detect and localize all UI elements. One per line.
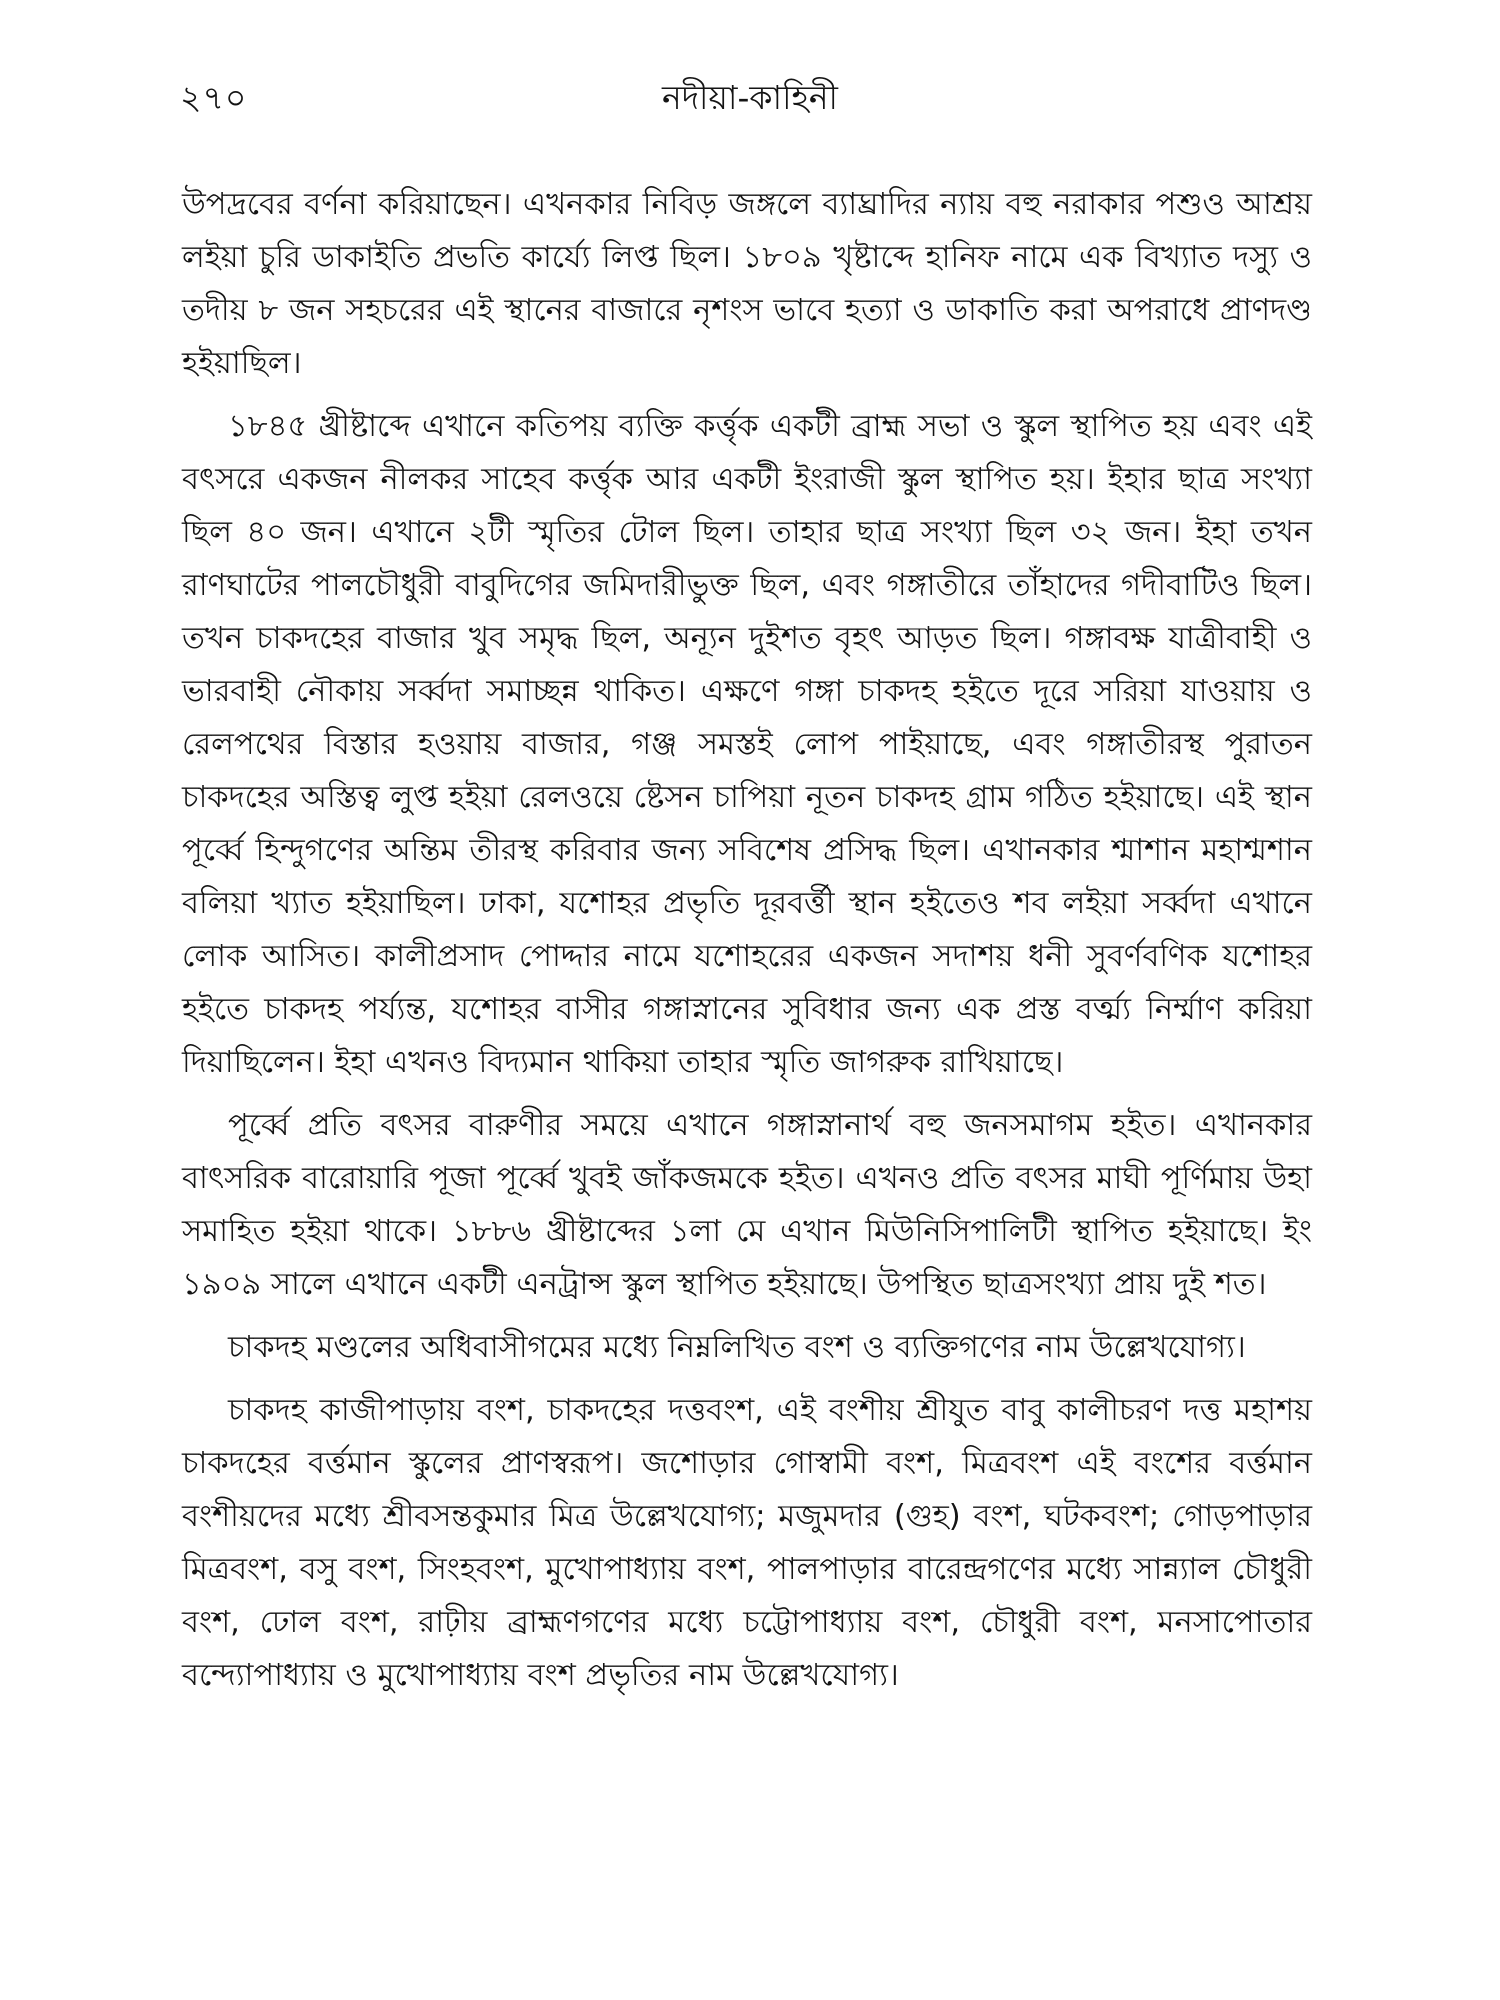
paragraph: চাকদহ কাজীপাড়ায় বংশ, চাকদহের দত্তবংশ, এই বংশীয় শ্রীযুত বাবু কালীচরণ দত্ত মহাশয় চাকদহের বর্ত্তমান স্কুলের প্রাণস্বরূপ। জশোড়ার গোস্বামী বংশ, মিত্রবংশ এই বংশের বর্ত্তমান বংশীয়দের মধ্যে শ্রীবসন্তকুমার মিত্র উল্লেখযোগ্য; মজুমদার (গুহ) বংশ, ঘটকবংশ; গোড়পাড়ার মিত্রবংশ, বসু বংশ, সিংহবংশ, মুখোপাধ্যায় বংশ, পালপাড়ার বারেন্দ্রগণের মধ্যে সান্ন্যাল চৌধুরী বংশ, ঢোল বংশ, রাঢ়ীয় ব্রাহ্মণগণের মধ্যে চট্টোপাধ্যায় বংশ, চৌধুরী বংশ, মনসাপোতার বন্দ্যোপাধ্যায় ও মুখোপাধ্যায় বংশ প্রভৃতির নাম উল্লেখযোগ্য।	[182, 1393, 1312, 1693]
paragraph: চাকদহ মণ্ডলের অধিবাসীগমের মধ্যে নিম্নলিখিত বংশ ও ব্যক্তিগণের নাম উল্লেখযোগ্য।	[228, 1330, 1246, 1365]
body-text	[182, 178, 1312, 1712]
paragraph: উপদ্রবের বর্ণনা করিয়াছেন। এখনকার নিবিড় জঙ্গলে ব্যাঘ্রাদির ন্যায় বহু নরাকার পশুও আশ্রয় লইয়া চুরি ডাকাইতি প্রভতি কার্য্যে লিপ্ত ছিল। ১৮০৯ খৃষ্টাব্দে হানিফ নামে এক বিখ্যাত দস্যু ও তদীয় ৮ জন সহচরের এই স্থানের বাজারে নৃশংস ভাবে হত্যা ও ডাকাতি করা অপরাধে প্রাণদণ্ড হইয়াছিল।	[182, 187, 1312, 381]
paragraph: পূর্ব্বে প্রতি বৎসর বারুণীর সময়ে এখানে গঙ্গাস্নানার্থ বহু জনসমাগম হইত। এখানকার বাৎসরিক বারোয়ারি পূজা পূর্ব্বে খুবই জাঁকজমকে হইত। এখনও প্রতি বৎসর মাঘী পূর্ণিমায় উহা সমাহিত হইয়া থাকে। ১৮৮৬ খ্রীষ্টাব্দের ১লা মে এখান মিউনিসিপালিটী স্থাপিত হইয়াছে। ইং ১৯০৯ সালে এখানে একটী এনট্রান্স স্কুল স্থাপিত হইয়াছে। উপস্থিত ছাত্রসংখ্যা প্রায় দুই শত।	[182, 1108, 1312, 1302]
page-number: ২৭০	[180, 78, 248, 117]
paragraph: ১৮৪৫ খ্রীষ্টাব্দে এখানে কতিপয় ব্যক্তি কর্ত্তৃক একটী ব্রাহ্ম সভা ও স্কুল স্থাপিত হয় এবং এই বৎসরে একজন নীলকর সাহেব কর্ত্তৃক আর একটী ইংরাজী স্কুল স্থাপিত হয়। ইহার ছাত্র সংখ্যা ছিল ৪০ জন। এখানে ২টী স্মৃতির টোল ছিল। তাহার ছাত্র সংখ্যা ছিল ৩২ জন। ইহা তখন রাণঘাটের পালচৌধুরী বাবুদিগের জমিদারীভুক্ত ছিল, এবং গঙ্গাতীরে তাঁহাদের গদীবাটিও ছিল। তখন চাকদহের বাজার খুব সমৃদ্ধ ছিল, অন্যূন দুইশত বৃহৎ আড়ত ছিল। গঙ্গাবক্ষ যাত্রীবাহী ও ভারবাহী নৌকায় সর্ব্বদা সমাচ্ছন্ন থাকিত। এক্ষণে গঙ্গা চাকদহ হইতে দূরে সরিয়া যাওয়ায় ও রেলপথের বিস্তার হওয়ায় বাজার, গঞ্জ সমস্তই লোপ পাইয়াছে, এবং গঙ্গাতীরস্থ পুরাতন চাকদহের অস্তিত্ব লুপ্ত হইয়া রেলওয়ে ষ্টেসন চাপিয়া নূতন চাকদহ গ্রাম গঠিত হইয়াছে। এই স্থান পূর্ব্বে হিন্দুগণের অন্তিম তীরস্থ করিবার জন্য সবিশেষ প্রসিদ্ধ ছিল। এখানকার শ্মাশান মহাশ্মশান বলিয়া খ্যাত হইয়াছিল। ঢাকা, যশোহর প্রভৃতি দূরবর্ত্তী স্থান হইতেও শব লইয়া সর্ব্বদা এখানে লোক আসিত। কালীপ্রসাদ পোদ্দার নামে যশোহরের একজন সদাশয় ধনী সুবর্ণবণিক যশোহর হইতে চাকদহ পর্য্যন্ত, যশোহর বাসীর গঙ্গাস্নানের সুবিধার জন্য এক প্রস্ত বর্ত্ম্য নির্ম্মাণ করিয়া দিয়াছিলেন। ইহা এখনও বিদ্যমান থাকিয়া তাহার স্মৃতি জাগরুক রাখিয়াছে।	[182, 409, 1312, 1080]
running-title: নদীয়া-কাহিনী	[662, 78, 838, 117]
